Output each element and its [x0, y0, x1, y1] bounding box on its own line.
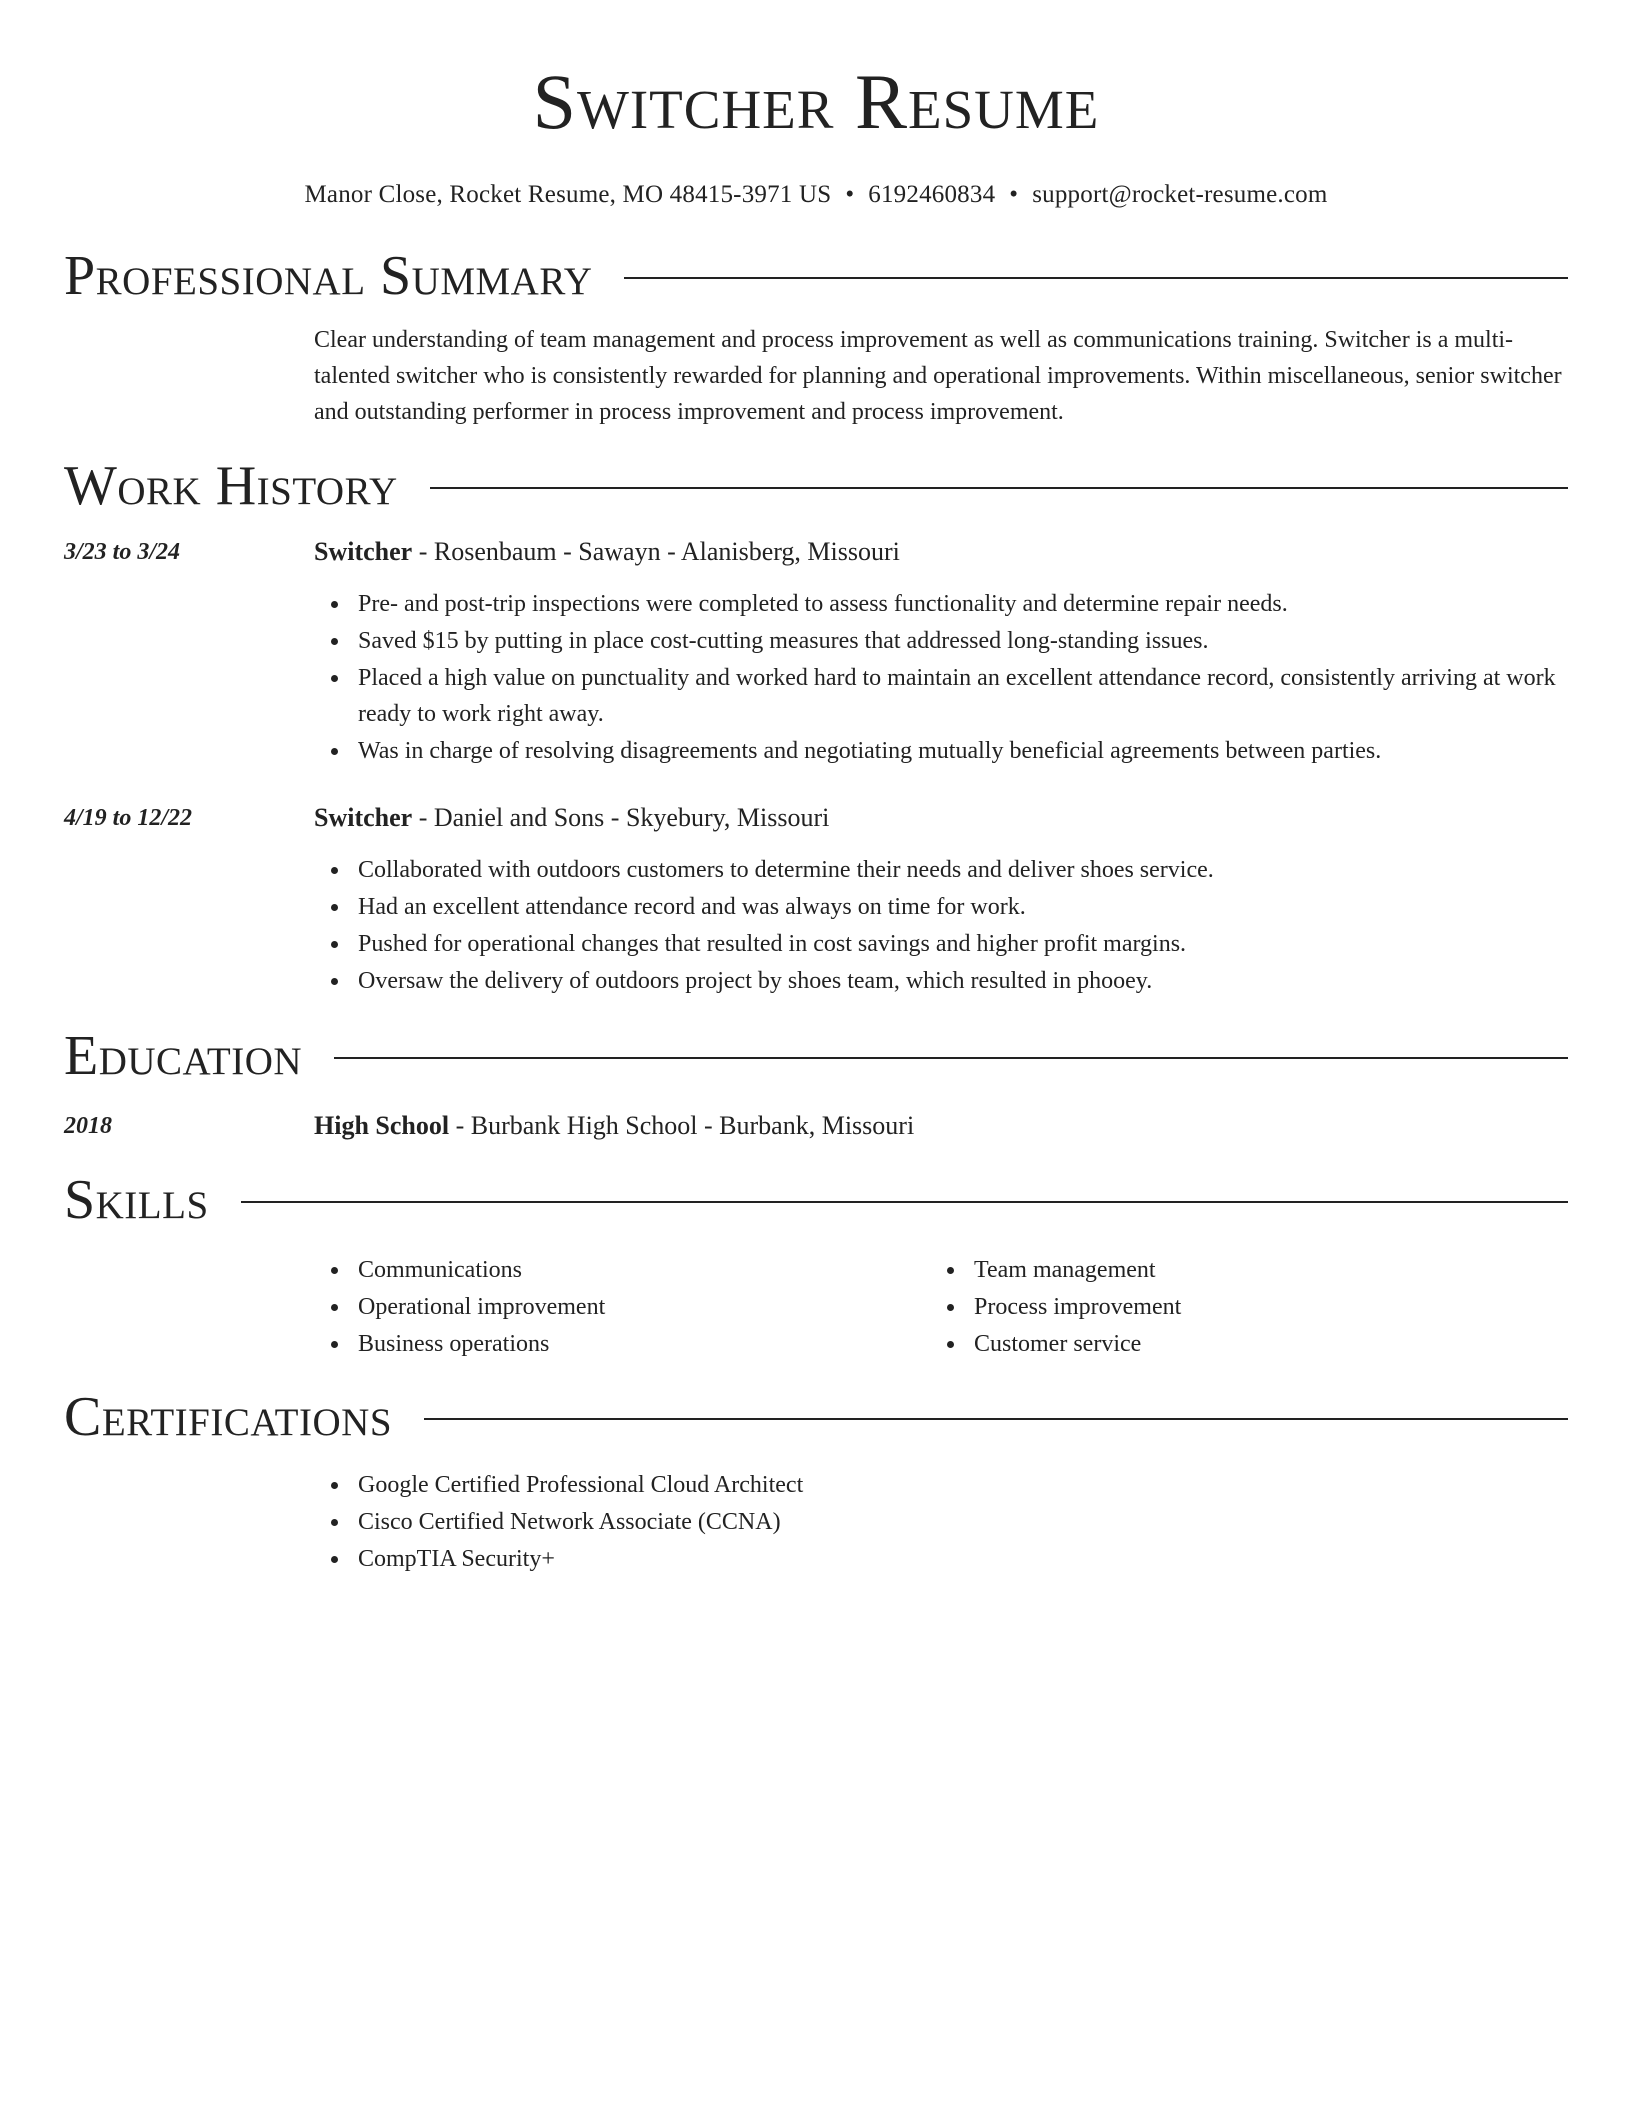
- job-role: Switcher: [314, 537, 413, 566]
- summary-section-header: [64, 244, 1568, 308]
- certifications-list: [314, 1467, 1568, 1577]
- job-bullet: Was in charge of resolving disagreements and negotiating mutually beneficial agreements between parties.: [358, 733, 1568, 769]
- certifications-row: [64, 1467, 1568, 1578]
- skills-row: [64, 1252, 1568, 1363]
- education-details: - Burbank High School - Burbank, Missouri: [449, 1111, 915, 1140]
- section-divider: [424, 1418, 1568, 1420]
- job-bullets: [314, 852, 1568, 999]
- skill-item: Operational improvement: [358, 1289, 930, 1325]
- skills-section-header: [64, 1168, 1568, 1232]
- education-year: 2018: [64, 1113, 112, 1139]
- certifications-section-title: Certifications: [64, 1386, 393, 1448]
- contact-phone: 6192460834: [868, 181, 996, 208]
- contact-email: support@rocket-resume.com: [1032, 181, 1328, 208]
- job-dates: 4/19 to 12/22: [64, 805, 193, 831]
- job-details: - Rosenbaum - Sawayn - Alanisberg, Missouri: [412, 537, 900, 566]
- summary-row: [64, 322, 1568, 430]
- section-divider: [430, 487, 1568, 489]
- skills-grid: [314, 1252, 1568, 1363]
- summary-text: Clear understanding of team management and process improvement as well as communications training. Switcher is a multi-talented switcher who is consistently rewarded for planning and operational improvements. Within miscellaneous, senior switcher and outstanding performer in process improvement and process improvement.: [314, 327, 1562, 425]
- job-bullet: Collaborated with outdoors customers to determine their needs and deliver shoes service.: [358, 852, 1568, 888]
- job-bullet: Placed a high value on punctuality and worked hard to maintain an excellent attendance record, consistently arriving at work ready to work right away.: [358, 660, 1568, 732]
- contact-separator: •: [845, 181, 855, 208]
- job-entry: [64, 800, 1568, 1000]
- job-role: Switcher: [314, 803, 413, 832]
- skills-list: [930, 1252, 1546, 1362]
- education-line: [314, 1108, 1568, 1144]
- job-bullets: [314, 586, 1568, 769]
- job-bullet: Oversaw the delivery of outdoors project by shoes team, which resulted in phooey.: [358, 963, 1568, 999]
- work-section-header: [64, 454, 1568, 518]
- education-degree: High School: [314, 1111, 450, 1140]
- education-entry: [64, 1108, 1568, 1144]
- certification-item: CompTIA Security+: [358, 1541, 1568, 1577]
- skill-item: Team management: [974, 1252, 1546, 1288]
- contact-address: Manor Close, Rocket Resume, MO 48415-3971 US: [304, 181, 832, 208]
- skill-item: Business operations: [358, 1326, 930, 1362]
- section-divider: [624, 277, 1568, 279]
- job-details: - Daniel and Sons - Skyebury, Missouri: [412, 803, 830, 832]
- job-bullet: Pushed for operational changes that resulted in cost savings and higher profit margins.: [358, 926, 1568, 962]
- skills-section-title: Skills: [64, 1169, 209, 1231]
- skill-item: Process improvement: [974, 1289, 1546, 1325]
- resume-name: Switcher Resume: [532, 58, 1100, 145]
- job-entry: [64, 534, 1568, 770]
- job-bullet: Pre- and post-trip inspections were completed to assess functionality and determine repair needs.: [358, 586, 1568, 622]
- job-dates: 3/23 to 3/24: [64, 539, 181, 565]
- skills-column: [930, 1252, 1546, 1363]
- skill-item: Customer service: [974, 1326, 1546, 1362]
- certification-item: Google Certified Professional Cloud Architect: [358, 1467, 1568, 1503]
- skill-item: Communications: [358, 1252, 930, 1288]
- contact-separator: •: [1009, 181, 1019, 208]
- contact-line: [64, 180, 1568, 210]
- work-section-title: Work History: [64, 455, 398, 517]
- summary-section-title: Professional Summary: [64, 245, 593, 307]
- job-title-line: [314, 800, 1568, 836]
- certification-item: Cisco Certified Network Associate (CCNA): [358, 1504, 1568, 1540]
- section-divider: [241, 1201, 1568, 1203]
- section-divider: [334, 1057, 1568, 1059]
- skills-column: [314, 1252, 930, 1363]
- education-section-title: Education: [64, 1025, 303, 1087]
- job-bullet: Had an excellent attendance record and was always on time for work.: [358, 889, 1568, 925]
- skills-list: [314, 1252, 930, 1362]
- education-section-header: [64, 1024, 1568, 1088]
- certifications-section-header: [64, 1385, 1568, 1449]
- job-bullet: Saved $15 by putting in place cost-cutting measures that addressed long-standing issues.: [358, 623, 1568, 659]
- job-title-line: [314, 534, 1568, 570]
